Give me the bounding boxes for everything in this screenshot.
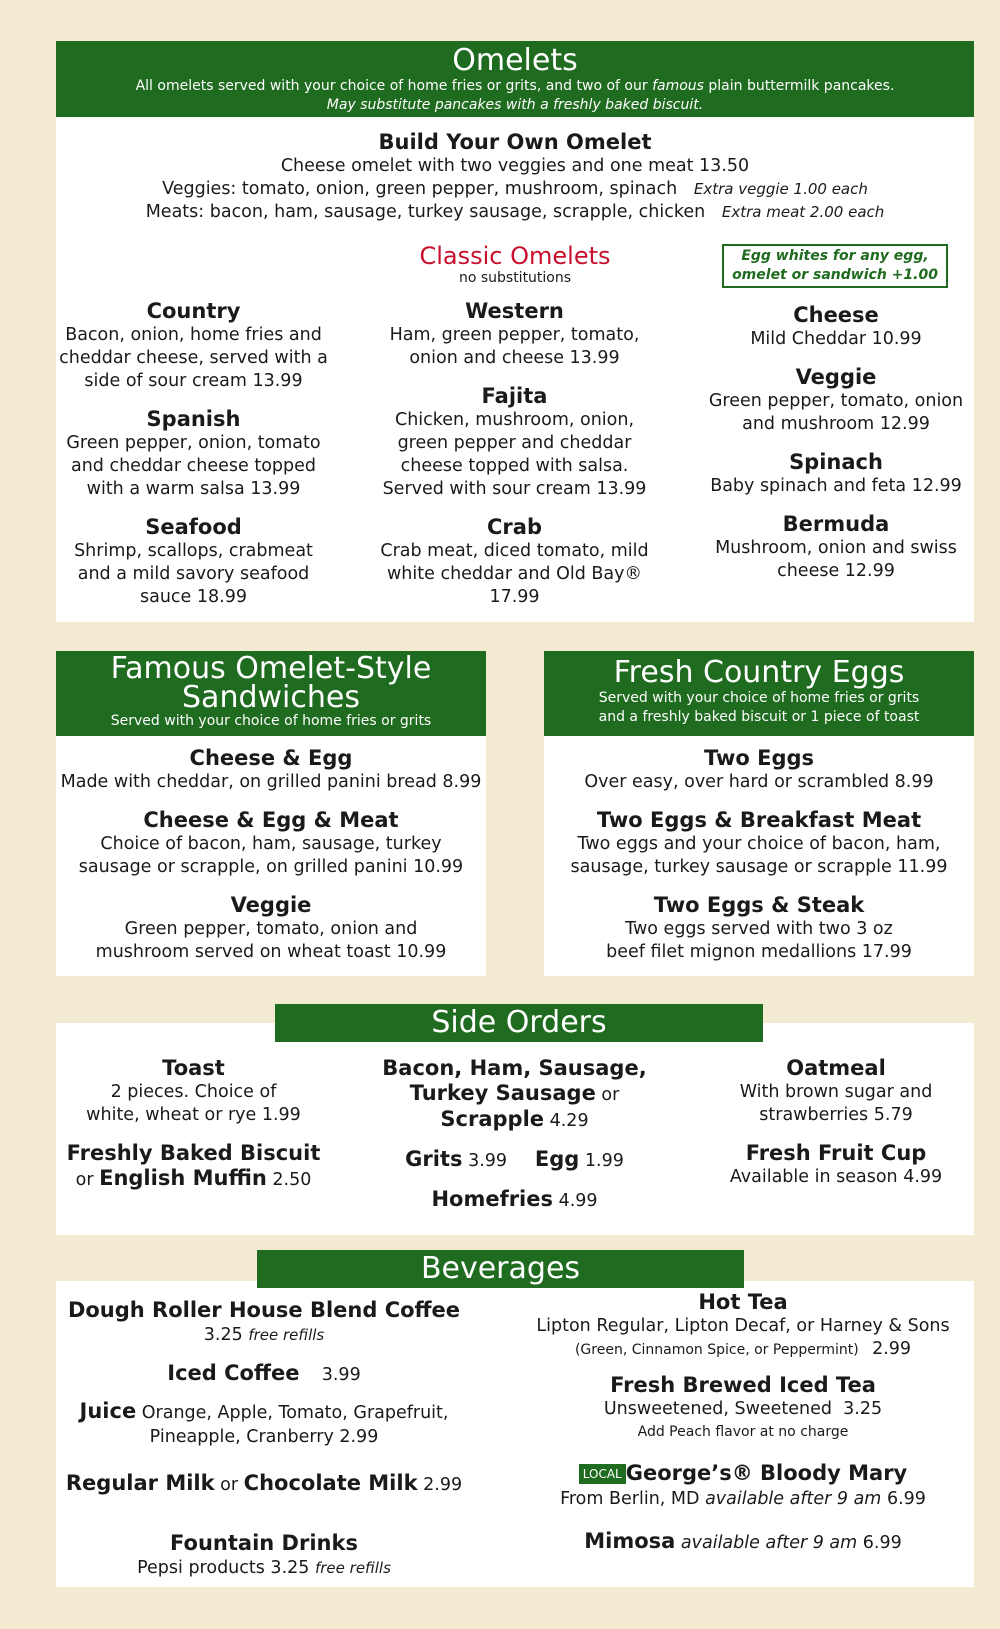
bev-milk: Regular Milk or Chocolate Milk 2.99: [65, 1471, 463, 1495]
bev-hot-tea: Hot Tea Lipton Regular, Lipton Decaf, or Harney & Sons (Green, Cinnamon Spice, or Peppermint) 2.99: [536, 1290, 950, 1359]
eggs-subtitle-2: and a freshly baked biscuit or 1 piece of toast: [598, 709, 920, 725]
bev-coffee: Dough Roller House Blend Coffee 3.25 free refills: [67, 1298, 461, 1345]
byo-veggies: Veggies: tomato, onion, green pepper, mushroom, spinach Extra veggie 1.00 each: [162, 179, 868, 199]
sandwich-item: Veggie Green pepper, tomato, onion and mushroom served on wheat toast 10.99: [95, 893, 447, 962]
byo-title: Build Your Own Omelet: [378, 130, 652, 154]
eggs-title: Fresh Country Eggs: [613, 655, 905, 690]
byo-meats: Meats: bacon, ham, sausage, turkey sausage, scrapple, chicken Extra meat 2.00 each: [145, 202, 885, 222]
omelet-item: Spinach Baby spinach and feta 12.99: [710, 450, 962, 496]
omelets-right-column: [705, 303, 967, 597]
sides-title: Side Orders: [431, 1005, 607, 1040]
beverages-right-column: [520, 1290, 966, 1555]
side-biscuit: Freshly Baked Biscuit or English Muffin 2.50: [66, 1141, 321, 1190]
omelet-item: Western Ham, green pepper, tomato, onion and cheese 13.99: [389, 299, 640, 368]
eggs-item: Two Eggs Over easy, over hard or scrambled 8.99: [584, 746, 934, 792]
eggs-item: Two Eggs & Steak Two eggs served with two 3 oz beef filet mignon medallions 17.99: [606, 893, 912, 962]
bev-mimosa: Mimosa available after 9 am 6.99: [584, 1529, 902, 1553]
sides-left-column: [56, 1056, 331, 1206]
bev-bloody-mary: LOCAL George’s® Bloody Mary From Berlin, MD available after 9 am 6.99: [560, 1461, 926, 1509]
classic-subtitle: no substitutions: [458, 270, 572, 286]
side-homefries: Homefries 4.99: [431, 1187, 598, 1211]
side-fruit-cup: Fresh Fruit Cup Available in season 4.99: [729, 1141, 943, 1187]
bev-iced-tea: Fresh Brewed Iced Tea Unsweetened, Sweetened 3.25 Add Peach flavor at no charge: [603, 1373, 883, 1440]
classic-title: Classic Omelets: [419, 242, 611, 270]
beverages-left-column: [64, 1298, 464, 1580]
omelet-item: Crab Crab meat, diced tomato, mild white cheddar and Old Bay® 17.99: [380, 515, 649, 607]
side-grits-egg: Grits 3.99 Egg 1.99: [405, 1147, 624, 1171]
beverages-title: Beverages: [420, 1251, 581, 1286]
bev-juice: Juice Orange, Apple, Tomato, Grapefruit, Pineapple, Cranberry 2.99: [79, 1399, 449, 1447]
sandwiches-subtitle: Served with your choice of home fries or grits: [110, 713, 432, 729]
eggs-item: Two Eggs & Breakfast Meat Two eggs and your choice of bacon, ham, sausage, turkey sausage or scrapple 11.99: [570, 808, 948, 877]
byo-base: Cheese omelet with two veggies and one meat 13.50: [280, 156, 750, 176]
omelet-item: Fajita Chicken, mushroom, onion, green pepper and cheddar cheese topped with salsa. Served with sour cream 13.99: [382, 384, 647, 499]
sides-middle-column: [372, 1056, 657, 1227]
eggs-list: [544, 746, 974, 978]
omelet-item: Seafood Shrimp, scallops, crabmeat and a mild savory seafood sauce 18.99: [74, 515, 313, 607]
egg-whites-note: Egg whites for any egg, omelet or sandwich +1.00: [722, 244, 948, 288]
omelets-title: Omelets: [452, 43, 578, 78]
omelets-left-column: [56, 299, 331, 623]
omelets-middle-column: [372, 299, 657, 623]
sandwiches-title: Famous Omelet-Style Sandwiches: [110, 651, 432, 715]
bev-fountain: Fountain Drinks Pepsi products 3.25 free refills: [137, 1531, 391, 1578]
omelets-subtitle: All omelets served with your choice of home fries or grits, and two of our famous plain buttermilk pancakes.: [135, 78, 895, 94]
bev-iced-coffee: Iced Coffee 3.99: [167, 1361, 361, 1385]
sandwiches-list: [56, 746, 486, 978]
side-toast: Toast 2 pieces. Choice of white, wheat or rye 1.99: [86, 1056, 301, 1125]
sides-right-column: [705, 1056, 967, 1203]
omelets-header: [56, 41, 974, 117]
eggs-header: [544, 651, 974, 736]
sandwich-item: Cheese & Egg & Meat Choice of bacon, ham, sausage, turkey sausage or scrapple, on grilled panini 10.99: [78, 808, 464, 877]
omelet-item: Spanish Green pepper, onion, tomato and cheddar cheese topped with a warm salsa 13.99: [66, 407, 321, 499]
sides-header: [275, 1004, 763, 1042]
classic-omelets-heading: [350, 242, 680, 287]
side-meats: Bacon, Ham, Sausage, Turkey Sausage or Scrapple 4.29: [382, 1056, 647, 1131]
sandwiches-header: [56, 651, 486, 736]
omelet-item: Country Bacon, onion, home fries and cheddar cheese, served with a side of sour cream 13.99: [59, 299, 328, 391]
eggs-subtitle-1: Served with your choice of home fries or grits: [598, 690, 920, 706]
omelet-item: Veggie Green pepper, tomato, onion and mushroom 12.99: [708, 365, 964, 434]
build-your-own-omelet: [56, 130, 974, 224]
side-oatmeal: Oatmeal With brown sugar and strawberries 5.79: [739, 1056, 933, 1125]
sandwich-item: Cheese & Egg Made with cheddar, on grilled panini bread 8.99: [60, 746, 482, 792]
omelet-item: Bermuda Mushroom, onion and swiss cheese 12.99: [715, 512, 957, 581]
omelets-subtitle-2: May substitute pancakes with a freshly baked biscuit.: [326, 97, 704, 113]
omelet-item: Cheese Mild Cheddar 10.99: [750, 303, 922, 349]
beverages-header: [257, 1250, 744, 1288]
local-badge: LOCAL: [579, 1464, 626, 1484]
